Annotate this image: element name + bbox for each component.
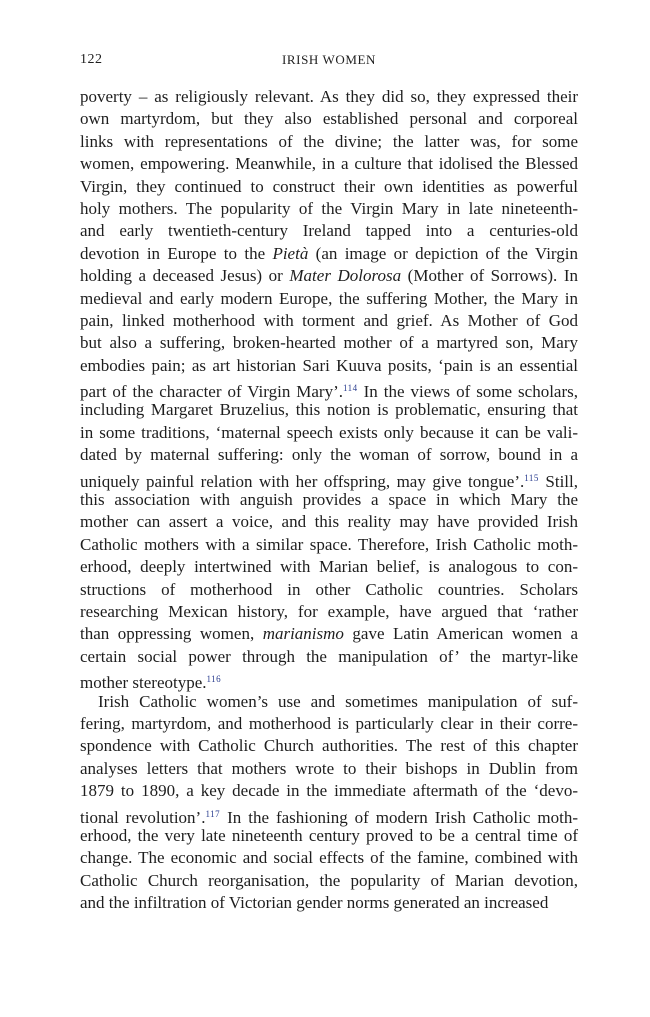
running-head	[80, 52, 578, 72]
text-line: pain, linked motherhood with torment and grief. As Mother of God	[80, 310, 578, 330]
text-line: mother can assert a voice, and this reality may have provided Irish	[80, 512, 578, 532]
running-title: IRISH WOMEN	[281, 52, 377, 67]
text-line: uniquely painful relation with her offspring, may give tongue’.$^{115}$ Still,	[80, 471, 578, 491]
text-line: poverty – as religiously relevant. As they did so, they expressed their	[80, 87, 578, 106]
text-line: including Margaret Bruzelius, this notion is problematic, ensuring that	[80, 400, 578, 420]
text-line: in some traditions, ‘maternal speech exists only because it can be vali-	[80, 422, 578, 442]
footnote-ref[interactable]: 114	[343, 383, 358, 394]
text-line: than oppressing women, marianismo gave Latin American women a	[80, 624, 578, 644]
text-line: devotion in Europe to the Pietà (an image or depiction of the Virgin	[80, 243, 578, 263]
italic-term: Mater Dolorosa	[289, 266, 402, 286]
text-line: tional revolution’.$^{117}$ In the fashioning of modern Irish Catholic moth-	[80, 807, 578, 827]
text-line: Catholic mothers with a similar space. Therefore, Irish Catholic moth-	[80, 534, 578, 554]
text-line: dated by maternal suffering: only the woman of sorrow, bound in a	[80, 445, 578, 465]
text-line: erhood, deeply intertwined with Marian belief, is analogous to con-	[80, 557, 578, 577]
text-line: change. The economic and social effects of the famine, combined with	[80, 848, 578, 868]
text-line: Catholic Church reorganisation, the popularity of Marian devotion,	[80, 870, 578, 890]
text-line: fering, martyrdom, and motherhood is particularly clear in their corre-	[80, 713, 578, 733]
text-line: and early twentieth-century Ireland tapped into a centuries-old	[80, 221, 578, 241]
body-text	[80, 86, 578, 914]
text-line: researching Mexican history, for example, have argued that ‘rather	[80, 601, 578, 621]
text-line: Irish Catholic women’s use and sometimes manipulation of suf-	[98, 691, 578, 711]
text-line: but also a suffering, broken-hearted mother of a martyred son, Mary	[80, 333, 578, 353]
text-line: 1879 to 1890, a key decade in the immediate aftermath of the ‘devo-	[80, 781, 578, 801]
italic-term: marianismo	[262, 624, 344, 644]
page-number: 122	[80, 52, 103, 67]
footnote-ref[interactable]: 117	[205, 808, 221, 819]
text-line: women, empowering. Meanwhile, in a culture that idolised the Blessed	[80, 154, 578, 174]
italic-term: Pietà	[272, 243, 309, 263]
text-line: embodies pain; as art historian Sari Kuuva posits, ‘pain is an essential	[80, 355, 578, 375]
text-line: mother stereotype.$^{116}$	[80, 673, 222, 693]
text-line: holding a deceased Jesus) or Mater Dolorosa (Mother of Sorrows). In	[80, 266, 578, 286]
text-line: links with representations of the divine; the latter was, for some	[80, 131, 578, 151]
footnote-ref[interactable]: 116	[206, 674, 222, 685]
footnote-ref[interactable]: 115	[524, 472, 539, 483]
text-line: holy mothers. The popularity of the Virgin Mary in late nineteenth-	[80, 198, 578, 218]
text-line: erhood, the very late nineteenth century proved to be a central time of	[80, 825, 578, 845]
text-line: and the infiltration of Victorian gender norms generated an increased	[80, 893, 549, 913]
text-line: spondence with Catholic Church authorities. The rest of this chapter	[80, 736, 578, 756]
text-line: analyses letters that mothers wrote to their bishops in Dublin from	[80, 758, 578, 778]
text-line: own martyrdom, but they also established personal and corporeal	[80, 109, 578, 129]
text-line: part of the character of Virgin Mary’.$^{114}$ In the views of some scholars,	[80, 382, 579, 402]
text-line: this association with anguish provides a space in which Mary the	[80, 490, 578, 510]
text-line: medieval and early modern Europe, the suffering Mother, the Mary in	[80, 288, 578, 308]
text-line: Virgin, they continued to construct their own identities as powerful	[80, 176, 578, 196]
text-line: structions of motherhood in other Catholic countries. Scholars	[80, 579, 578, 599]
text-line: certain social power through the manipulation of’ the martyr-like	[80, 646, 578, 666]
